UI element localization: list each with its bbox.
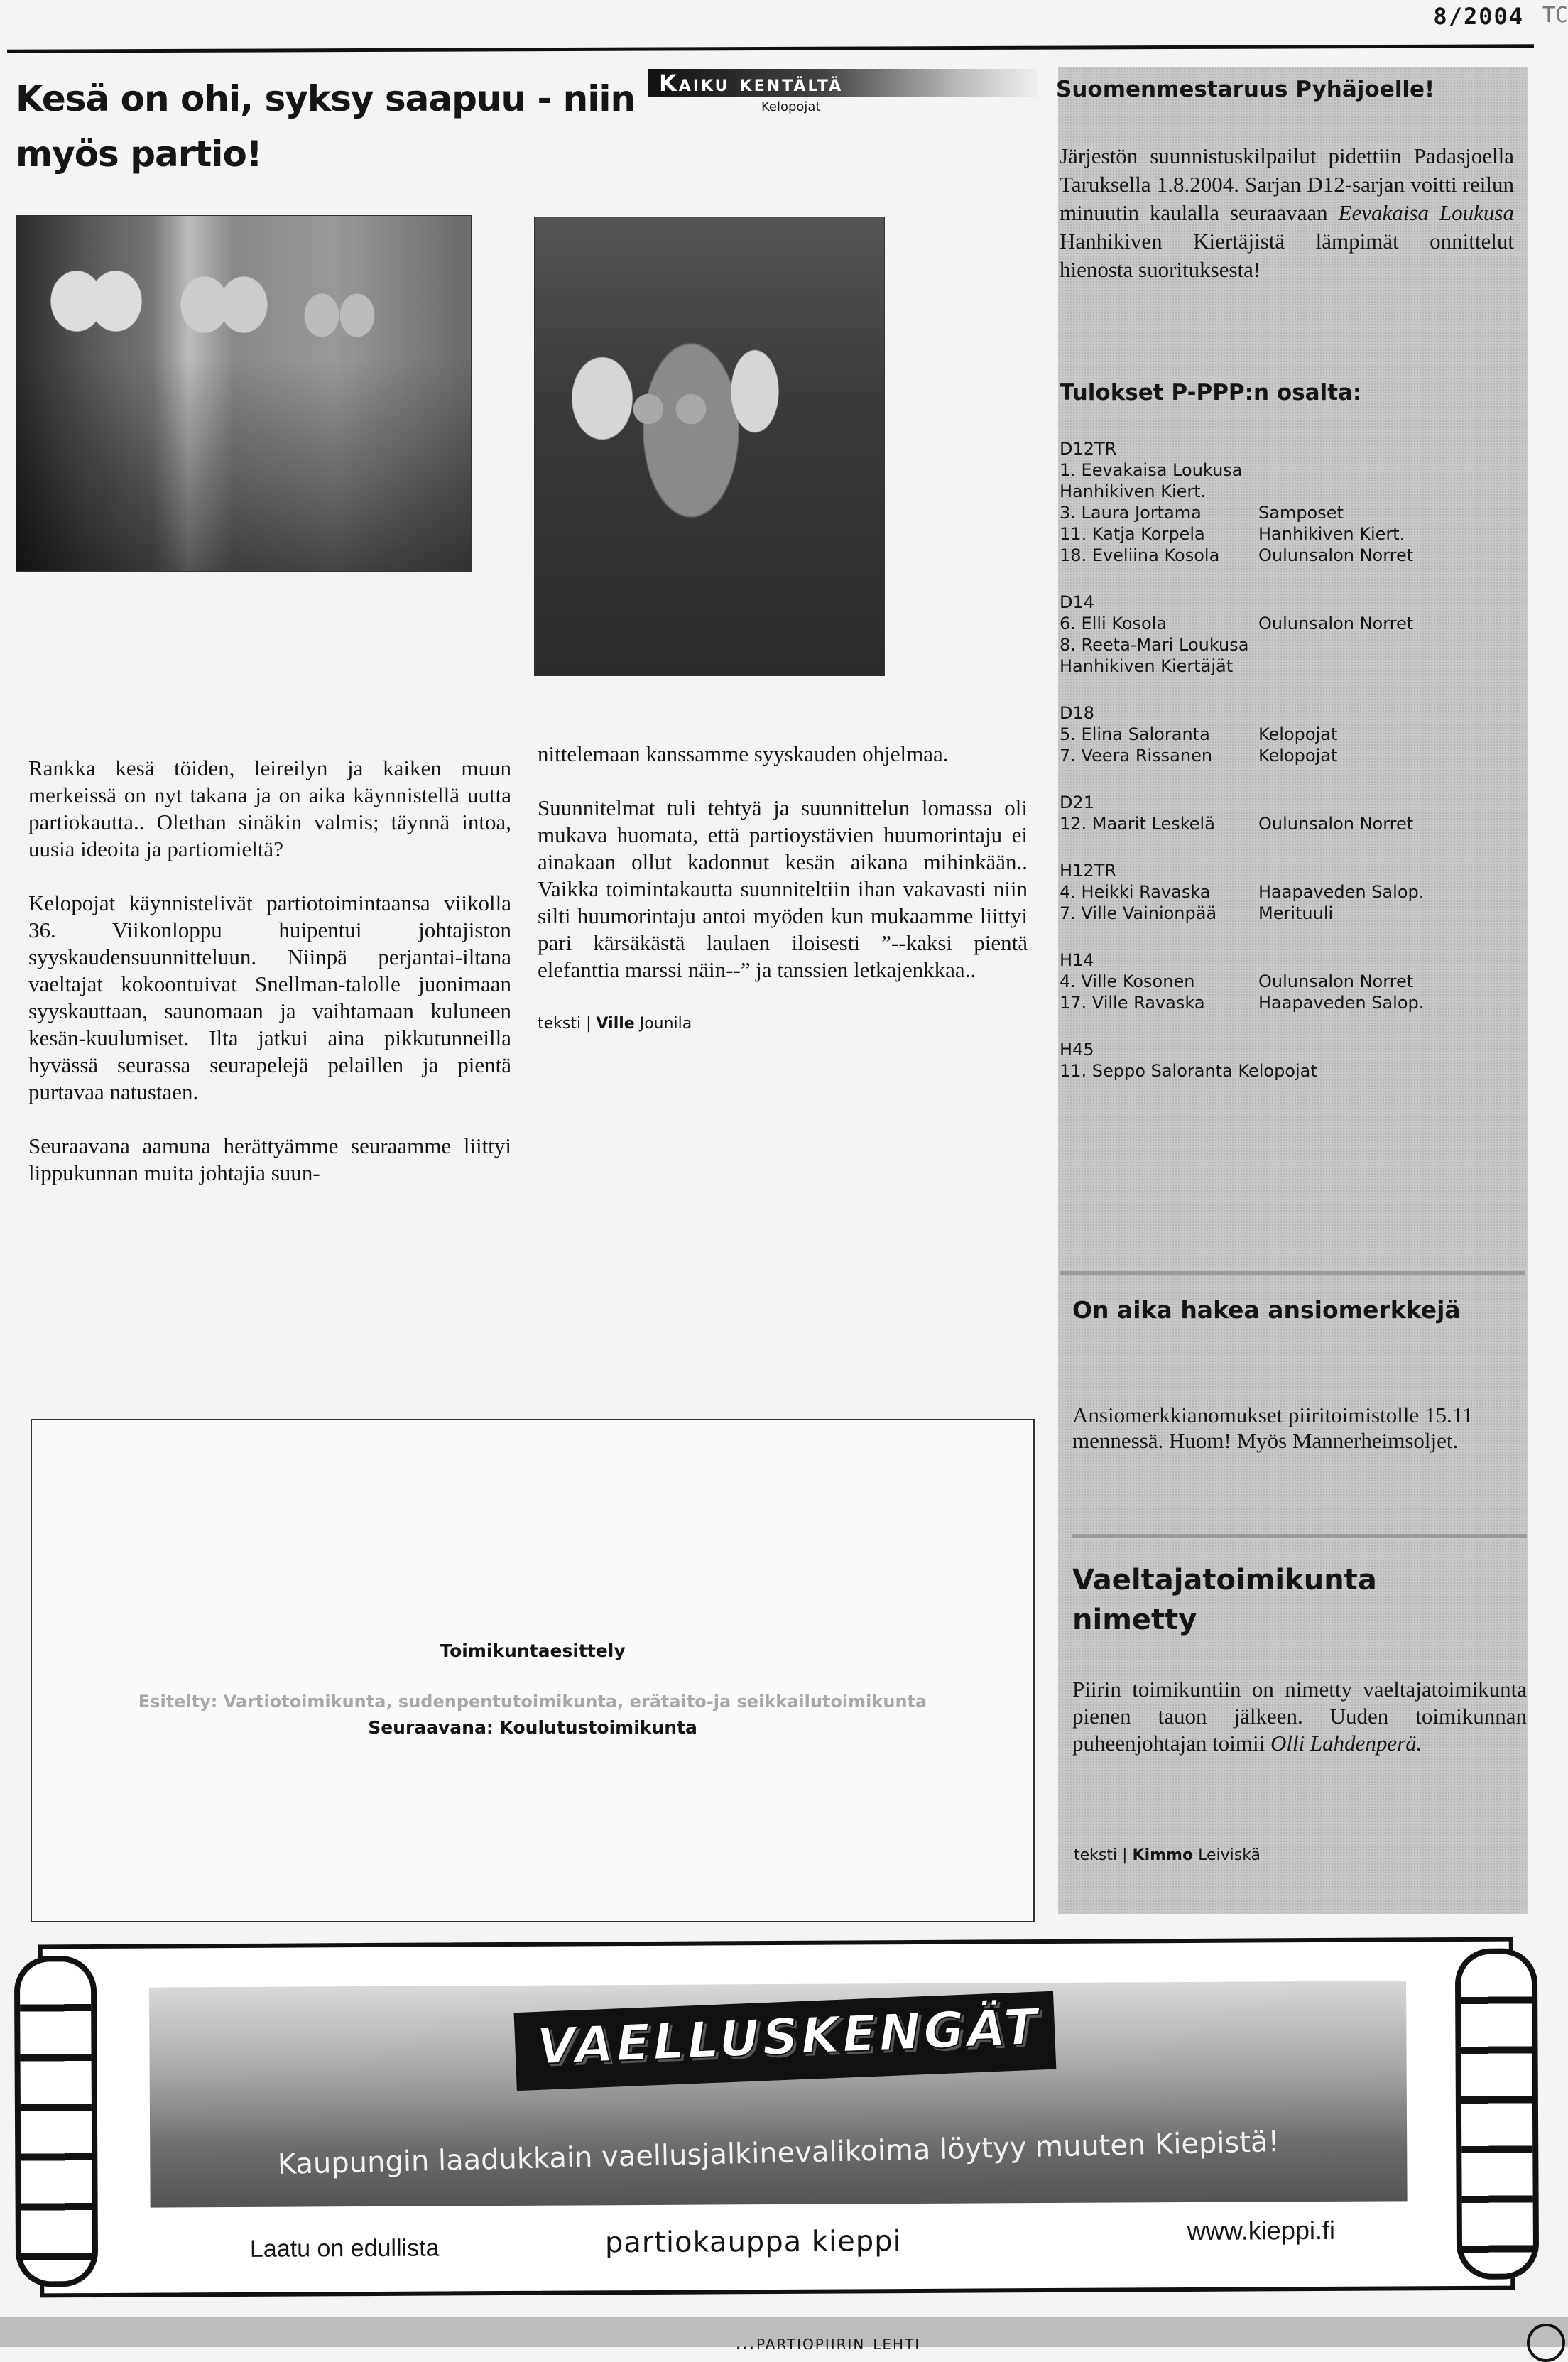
results-list xyxy=(1060,438,1514,1107)
results-title: Tulokset P-PPP:n osalta: xyxy=(1060,380,1362,406)
result-row xyxy=(1060,634,1514,655)
ansio-body: Ansiomerkkianomukset piiritoimistolle 15.11 mennessä. Huom! Myös Mannerheimsoljet. xyxy=(1072,1403,1474,1453)
result-row xyxy=(1060,992,1514,1013)
result-name: 11. Seppo Saloranta Kelopojat xyxy=(1060,1061,1317,1081)
results-class-label: H12TR xyxy=(1060,861,1116,881)
footer-publication-name: …partiopiirin lehti xyxy=(735,2331,921,2354)
byline-first-name: Kimmo xyxy=(1132,1846,1194,1864)
result-club: Oulunsalon Norret xyxy=(1258,814,1414,834)
ansio-title: On aika hakea ansiomerkkejä xyxy=(1072,1296,1461,1324)
result-club: Haapaveden Salop. xyxy=(1258,993,1425,1013)
article-paragraph: Seuraavana aamuna herättyämme seuraamme liittyi lippukunnan muita johtajia suun- xyxy=(28,1133,511,1185)
results-group xyxy=(1060,702,1514,766)
result-name: 7. Ville Vainionpää xyxy=(1060,903,1217,923)
results-group xyxy=(1060,860,1514,924)
article-paragraph: Rankka kesä töiden, leireilyn ja kaiken muun merkeissä on nyt takana ja on aika käynnistellä uutta partiokautta.. Olethan sinäkin valmis; täynnä intoa, uusia ideoita ja partiomieltä? xyxy=(28,756,511,861)
lantern-icon xyxy=(14,1956,98,2287)
result-club: Oulunsalon Norret xyxy=(1258,972,1414,991)
vaeltaja-chair-name: Olli Lahdenperä. xyxy=(1270,1731,1422,1756)
results-group xyxy=(1060,592,1514,677)
result-name: 5. Elina Saloranta xyxy=(1060,724,1210,744)
vaeltaja-title: Vaeltajatoimikunta nimetty xyxy=(1072,1564,1377,1636)
results-class-label: D14 xyxy=(1060,592,1095,612)
result-name: 4. Heikki Ravaska xyxy=(1060,882,1211,902)
ad-slogan: Kaupungin laadukkain vaellusjalkinevalikoima löytyy muuten Kiepistä! xyxy=(277,2125,1280,2181)
results-class-label: H14 xyxy=(1060,950,1094,970)
ad-logo: VAELLUSKENGÄT xyxy=(535,1997,1042,2077)
result-club: Oulunsalon Norret xyxy=(1258,614,1414,633)
result-row xyxy=(1060,545,1514,566)
article-column-1 xyxy=(28,755,511,1214)
result-row xyxy=(1060,481,1514,502)
result-row xyxy=(1060,724,1514,745)
results-class-label: D18 xyxy=(1060,703,1095,723)
results-group xyxy=(1060,792,1514,834)
results-class-label: H45 xyxy=(1060,1040,1094,1060)
result-club: Samposet xyxy=(1258,503,1344,523)
ad-url-link[interactable]: www.kieppi.fi xyxy=(1187,2215,1336,2246)
result-name: 8. Reeta-Mari Loukusa xyxy=(1060,635,1249,655)
toimikunta-presented: Esitelty: Vartiotoimikunta, sudenpentutoimikunta, erätaito-ja seikkailutoimikunta xyxy=(138,1692,927,1711)
result-row xyxy=(1060,971,1514,992)
results-group xyxy=(1060,1039,1514,1082)
sidebar-intro xyxy=(1060,142,1514,284)
vaeltaja-text: Piirin toimikuntiin on nimetty vaeltajatoimikunta pienen tauon jälkeen. Uuden toimikunnan puheenjohtajan toimii xyxy=(1072,1677,1527,1756)
sidebar-title: Suomenmestaruus Pyhäjoelle! xyxy=(1056,77,1435,102)
intro-winner-name: Eevakaisa Loukusa xyxy=(1338,200,1514,225)
result-name: 3. Laura Jortama xyxy=(1060,503,1202,523)
result-row xyxy=(1060,459,1514,481)
byline-last-name: Jounila xyxy=(639,1015,692,1033)
results-group xyxy=(1060,438,1514,566)
result-name: 17. Ville Ravaska xyxy=(1060,993,1205,1013)
toimikunta-next: Seuraavana: Koulutustoimikunta xyxy=(368,1717,697,1738)
result-name: 11. Katja Korpela xyxy=(1060,524,1205,544)
toimikunta-box xyxy=(31,1419,1035,1922)
ad-shop-name: partiokauppa kieppi xyxy=(604,2225,902,2260)
result-name: 18. Eveliina Kosola xyxy=(1060,545,1220,565)
results-class-label: D12TR xyxy=(1060,439,1117,459)
header-rule xyxy=(7,44,1534,53)
result-club: Hanhikiven Kiert. xyxy=(1258,524,1405,544)
result-row xyxy=(1060,903,1514,924)
result-name: 1. Eevakaisa Loukusa xyxy=(1060,460,1243,480)
byline-prefix: teksti | xyxy=(1074,1846,1128,1864)
result-club: Kelopojat xyxy=(1258,724,1338,744)
article-byline xyxy=(538,1011,1028,1038)
result-row xyxy=(1060,745,1514,766)
article-column-2 xyxy=(538,741,1028,1038)
result-row xyxy=(1060,523,1514,545)
result-club: Kelopojat xyxy=(1258,746,1338,766)
result-row xyxy=(1060,813,1514,834)
photo-group-elephant-masks xyxy=(16,215,472,572)
sidebar-divider xyxy=(1072,1534,1527,1538)
results-group xyxy=(1060,949,1514,1013)
result-row xyxy=(1060,502,1514,523)
results-class-label: D21 xyxy=(1060,793,1095,812)
photo-girl-elephant-mask xyxy=(534,217,885,676)
result-name: Hanhikiven Kiert. xyxy=(1060,481,1207,501)
result-row xyxy=(1060,881,1514,903)
result-row xyxy=(1060,613,1514,634)
result-row xyxy=(1060,1060,1514,1082)
lantern-icon xyxy=(1455,1948,1539,2280)
ad-tagline: Laatu on edullista xyxy=(249,2234,440,2263)
vaeltaja-byline xyxy=(1074,1846,1261,1864)
byline-first-name: Ville xyxy=(596,1015,635,1033)
issue-number: 8/2004 xyxy=(1433,3,1524,30)
result-club: Oulunsalon Norret xyxy=(1258,545,1414,565)
result-name: 12. Maarit Leskelä xyxy=(1060,814,1215,834)
advertisement xyxy=(38,1937,1515,2298)
section-banner-subtitle: Kelopojat xyxy=(761,99,821,114)
article-paragraph: nittelemaan kanssamme syyskauden ohjelmaa. xyxy=(538,741,949,766)
result-name: 6. Elli Kosola xyxy=(1060,614,1167,633)
photo-shading xyxy=(16,358,471,571)
sidebar-divider xyxy=(1060,1271,1525,1275)
byline-prefix: teksti | xyxy=(538,1015,592,1033)
article-headline: Kesä on ohi, syksy saapuu - niin myös partio! xyxy=(16,78,636,175)
result-name: Hanhikiven Kiertäjät xyxy=(1060,656,1234,676)
result-name: 4. Ville Kosonen xyxy=(1060,972,1195,991)
article-paragraph: Suunnitelmat tuli tehtyä ja suunnittelun lomassa oli mukava huomata, että partioystävien huumorintaju ei ainakaan ollut kadonnut kesän aikana mihinkään.. Vaikka toimintakautta suunniteltiin ihan vakavasti niin silti huumorintaju antoi myöden kun mukaamme liittyi pari kärsäkästä laulaen iloisesti ”--kaksi pientä elefanttia marssi näin--” ja tanssien letkajenkkaa.. xyxy=(538,795,1028,982)
toimikunta-title: Toimikuntaesittely xyxy=(440,1640,626,1661)
result-club: Merituuli xyxy=(1258,903,1334,923)
section-banner-title: Kaiku kentältä xyxy=(659,70,844,97)
cropped-edge-text: TC xyxy=(1542,3,1568,28)
result-club: Haapaveden Salop. xyxy=(1258,882,1425,902)
vaeltaja-body xyxy=(1072,1676,1527,1757)
page-number-badge xyxy=(1527,2324,1565,2362)
intro-text-end: Hanhikiven Kiertäjistä lämpimät onnittelut hienosta suorituksesta! xyxy=(1060,229,1514,282)
article-paragraph: Kelopojat käynnistelivät partiotoimintaansa viikolla 36. Viikonloppu huipentui johtajiston syyskaudensuunnitteluun. Niinpä perjantai-iltana vaeltajat kokoontuivat Snellman-talolle juonimaan syyskauttaan, saunomaan ja vaihtamaan kuluneen kesän-kuulumiset. Ilta jatkui aina pikkutunneilla hyvässä seurassa seurapelejä pelaillen ja pientä purtavaa natustaen. xyxy=(28,891,511,1104)
intro-text: Järjestön suunnistuskilpailut pidettiin Padasjoella Taruksella 1.8.2004. Sarjan D12-sarjan voitti reilun minuutin kaulalla seuraavaan xyxy=(1060,143,1514,225)
byline-last-name: Leiviskä xyxy=(1198,1846,1261,1864)
result-name: 7. Veera Rissanen xyxy=(1060,746,1213,766)
result-row xyxy=(1060,655,1514,677)
